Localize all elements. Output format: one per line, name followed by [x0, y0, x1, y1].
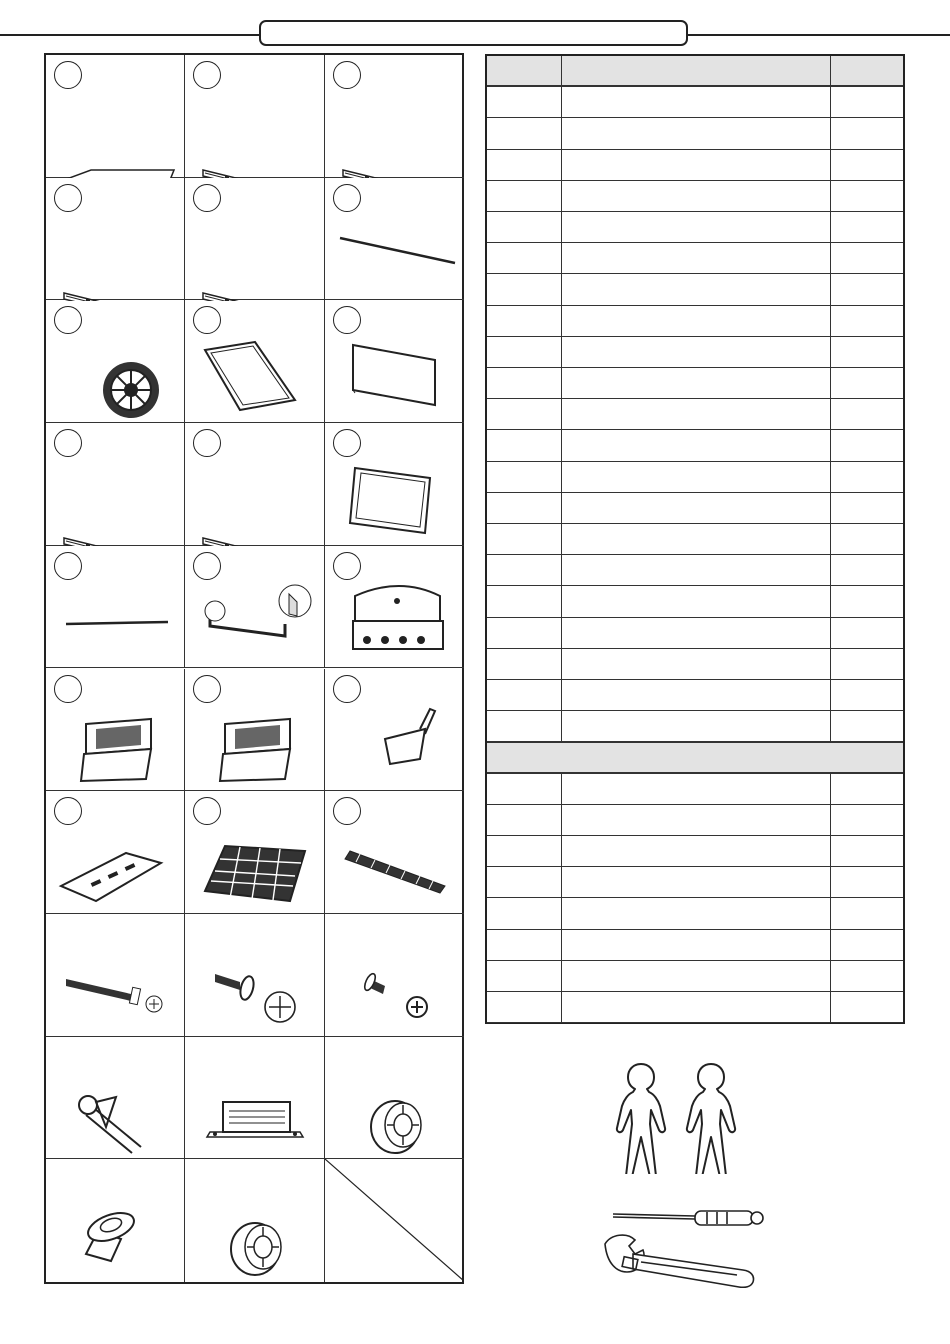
table-cell: [831, 243, 903, 273]
table-cell: [487, 711, 562, 741]
table-cell: [487, 212, 562, 242]
table-cell: [562, 930, 831, 960]
parts-grid-cell: [325, 1037, 464, 1160]
part-number-circle: [333, 552, 361, 580]
table-cell: [562, 836, 831, 866]
table-row: [487, 368, 903, 399]
part-number-circle: [54, 675, 82, 703]
table-cell: [487, 462, 562, 492]
table-cell: [831, 462, 903, 492]
parts-grid-cell: [325, 914, 464, 1037]
table-cell: [562, 337, 831, 367]
part-number-circle: [333, 184, 361, 212]
table-cell: [487, 524, 562, 554]
table-row: [487, 524, 903, 555]
table-row: [487, 867, 903, 898]
table-cell: [562, 586, 831, 616]
table-row: [487, 399, 903, 430]
table-cell: [562, 524, 831, 554]
table-cell: [487, 399, 562, 429]
table-cell: [831, 212, 903, 242]
table-cell: [487, 306, 562, 336]
table-row: [487, 462, 903, 493]
table-row: [487, 898, 903, 929]
table-cell: [487, 774, 562, 804]
header-rule-right: [688, 34, 950, 36]
table-cell: [487, 493, 562, 523]
table-cell: [562, 867, 831, 897]
table-header-row: [487, 56, 903, 87]
screw-icon: [185, 914, 324, 1037]
knob-base-icon: [46, 1159, 185, 1282]
small-screw-icon: [325, 914, 464, 1037]
table-row: [487, 930, 903, 961]
table-cell: [487, 243, 562, 273]
parts-illustration-grid: [44, 53, 464, 1284]
table-row: [487, 805, 903, 836]
parts-grid-cell: [46, 178, 185, 301]
table-cell: [562, 774, 831, 804]
table-cell: [562, 399, 831, 429]
table-cell: [562, 898, 831, 928]
empty-cell-icon: [325, 1159, 464, 1282]
long-bolt-icon: [46, 914, 185, 1037]
part-number-circle: [333, 797, 361, 825]
table-cell: [487, 87, 562, 117]
table-cell: [831, 711, 903, 741]
table-cell: [487, 961, 562, 991]
page-title-box: [259, 20, 688, 46]
parts-grid-cell: [46, 423, 185, 546]
table-cell: [562, 711, 831, 741]
parts-grid-cell: [325, 178, 464, 301]
part-number-circle: [333, 61, 361, 89]
table-cell: [487, 430, 562, 460]
table-row: [487, 181, 903, 212]
table-cell: [831, 836, 903, 866]
table-cell: [487, 368, 562, 398]
parts-grid-cell: [185, 546, 324, 669]
part-number-circle: [333, 429, 361, 457]
table-cell: [562, 430, 831, 460]
table-cell: [562, 150, 831, 180]
table-cell: [562, 243, 831, 273]
table-cell: [831, 867, 903, 897]
parts-grid-cell: [325, 300, 464, 423]
table-cell: [487, 680, 562, 710]
header-rule-left: [0, 34, 259, 36]
table-row: [487, 87, 903, 118]
table-row: [487, 118, 903, 149]
table-cell: [831, 805, 903, 835]
table-cell: [487, 181, 562, 211]
part-number-circle: [54, 552, 82, 580]
table-cell: [562, 680, 831, 710]
part-number-circle: [54, 184, 82, 212]
table-cell: [487, 337, 562, 367]
part-number-circle: [333, 675, 361, 703]
table-cell: [487, 649, 562, 679]
table-row: [487, 274, 903, 305]
table-cell: [831, 430, 903, 460]
parts-grid-cell: [185, 1037, 324, 1160]
table-row: [487, 961, 903, 992]
parts-grid-cell: [185, 423, 324, 546]
table-cell: [831, 649, 903, 679]
table-cell: [487, 992, 562, 1022]
table-cell: [562, 992, 831, 1022]
spacer-icon: [325, 1037, 464, 1160]
parts-list-table: [485, 54, 905, 1024]
table-row: [487, 992, 903, 1023]
spacer-icon: [185, 1159, 324, 1282]
table-cell: [831, 680, 903, 710]
parts-grid-cell: [46, 1037, 185, 1160]
table-cell: [487, 805, 562, 835]
table-row: [487, 212, 903, 243]
table-row: [487, 711, 903, 742]
part-number-circle: [193, 184, 221, 212]
parts-grid-cell: [185, 178, 324, 301]
parts-grid-cell: [46, 300, 185, 423]
table-cell: [562, 649, 831, 679]
table-cell: [831, 368, 903, 398]
table-row: [487, 680, 903, 711]
table-cell: [562, 493, 831, 523]
parts-grid-cell: [46, 791, 185, 914]
parts-grid-cell: [325, 546, 464, 669]
table-cell: [487, 56, 562, 85]
parts-grid-cell: [46, 55, 185, 178]
parts-grid-cell: [185, 669, 324, 792]
parts-grid-cell: [46, 669, 185, 792]
table-cell: [487, 618, 562, 648]
table-row: [487, 150, 903, 181]
parts-grid-cell: [325, 669, 464, 792]
table-row: [487, 243, 903, 274]
table-cell: [487, 930, 562, 960]
parts-grid-cell: [325, 55, 464, 178]
table-cell: [487, 586, 562, 616]
table-cell: [831, 150, 903, 180]
part-number-circle: [54, 429, 82, 457]
table-cell: [562, 618, 831, 648]
table-cell: [562, 56, 831, 85]
table-cell: [562, 961, 831, 991]
part-number-circle: [193, 552, 221, 580]
parts-grid-cell: [185, 55, 324, 178]
parts-grid-cell: [325, 423, 464, 546]
table-cell: [831, 898, 903, 928]
parts-grid-cell: [325, 791, 464, 914]
table-section-row: [487, 742, 903, 773]
table-cell: [831, 306, 903, 336]
parts-grid-cell: [46, 546, 185, 669]
magnet-catch-icon: [185, 1037, 324, 1160]
table-cell: [562, 212, 831, 242]
table-cell: [831, 555, 903, 585]
screwdriver-and-wrench-icon: [595, 1204, 770, 1288]
table-cell: [487, 555, 562, 585]
table-cell: [831, 618, 903, 648]
table-cell: [562, 805, 831, 835]
table-cell: [831, 524, 903, 554]
table-cell: [562, 462, 831, 492]
table-row: [487, 337, 903, 368]
two-person-assembly-icon: [615, 1062, 755, 1174]
table-row: [487, 618, 903, 649]
table-cell: [487, 867, 562, 897]
table-cell: [831, 774, 903, 804]
table-row: [487, 493, 903, 524]
table-cell: [562, 87, 831, 117]
table-cell: [831, 56, 903, 85]
table-cell: [831, 493, 903, 523]
parts-grid-cell: [185, 300, 324, 423]
table-cell: [831, 118, 903, 148]
table-cell: [487, 274, 562, 304]
table-row: [487, 836, 903, 867]
table-cell: [831, 930, 903, 960]
table-cell: [831, 992, 903, 1022]
table-row: [487, 306, 903, 337]
table-row: [487, 774, 903, 805]
table-cell: [831, 337, 903, 367]
part-number-circle: [54, 61, 82, 89]
table-row: [487, 555, 903, 586]
table-cell: [831, 181, 903, 211]
table-cell: [831, 399, 903, 429]
parts-grid-cell: [185, 791, 324, 914]
table-cell: [831, 87, 903, 117]
table-cell: [562, 368, 831, 398]
parts-grid-cell: [325, 1159, 464, 1282]
table-cell: [487, 836, 562, 866]
table-cell: [831, 961, 903, 991]
table-cell: [562, 118, 831, 148]
table-row: [487, 430, 903, 461]
table-cell: [487, 898, 562, 928]
table-cell: [562, 274, 831, 304]
table-cell: [562, 555, 831, 585]
part-number-circle: [193, 675, 221, 703]
table-cell: [562, 181, 831, 211]
table-cell: [487, 118, 562, 148]
table-cell: [562, 306, 831, 336]
table-cell: [487, 150, 562, 180]
table-row: [487, 586, 903, 617]
table-cell: [831, 586, 903, 616]
parts-grid-cell: [185, 1159, 324, 1282]
parts-grid-cell: [46, 914, 185, 1037]
hook-icon: [46, 1037, 185, 1160]
parts-grid-cell: [46, 1159, 185, 1282]
table-cell: [831, 274, 903, 304]
table-row: [487, 649, 903, 680]
parts-grid-cell: [185, 914, 324, 1037]
part-number-circle: [54, 797, 82, 825]
part-number-circle: [333, 306, 361, 334]
